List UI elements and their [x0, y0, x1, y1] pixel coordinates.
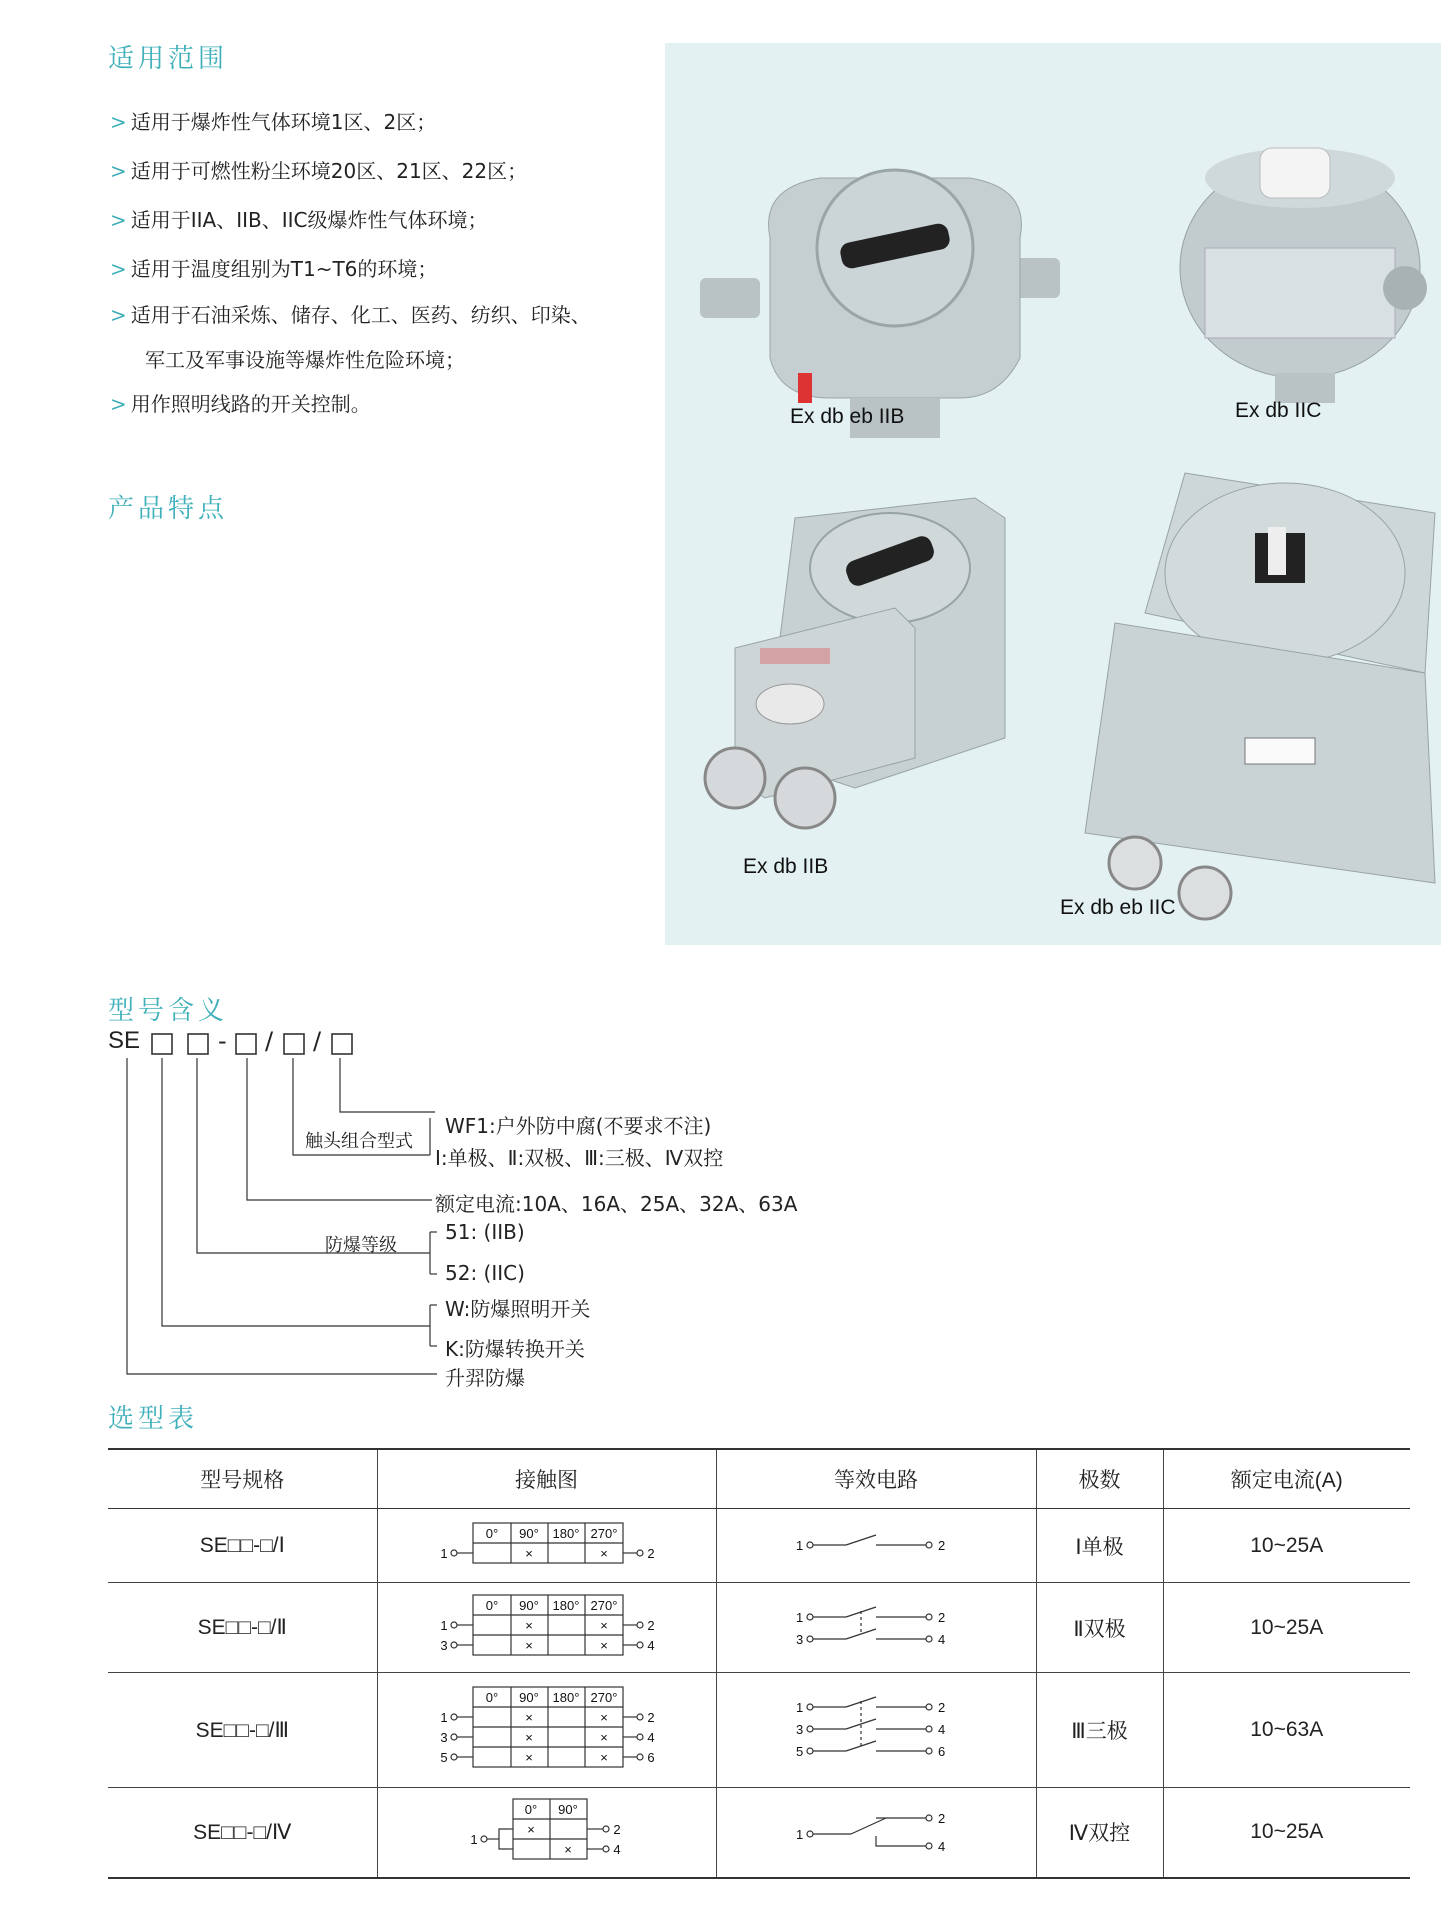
svg-text:×: × — [524, 1545, 533, 1561]
table-header-row — [108, 1449, 1410, 1509]
svg-text:3: 3 — [796, 1631, 804, 1647]
scope-item: > 用作照明线路的开关控制。 — [110, 392, 371, 416]
row-model: SE□□-□/Ⅲ — [108, 1673, 377, 1788]
svg-text:4: 4 — [938, 1722, 946, 1737]
svg-text:×: × — [524, 1750, 533, 1765]
row-model: SE□□-□/Ⅱ — [108, 1583, 377, 1673]
scope-title: 适用范围 — [108, 44, 229, 74]
svg-text:×: × — [524, 1710, 533, 1725]
table-row — [108, 1509, 1410, 1583]
svg-text:×: × — [599, 1617, 608, 1633]
svg-text:5: 5 — [439, 1750, 448, 1765]
label-brand: 升羿防爆 — [445, 1366, 525, 1390]
row-poles: Ⅳ双控 — [1036, 1788, 1163, 1878]
label-ex-level: 防爆等级 — [325, 1235, 397, 1256]
svg-text:3: 3 — [439, 1637, 448, 1653]
scope-item: > 适用于石油采炼、储存、化工、医药、纺织、印染、 — [110, 303, 591, 327]
svg-text:1: 1 — [439, 1710, 448, 1725]
equivalent-circuit — [716, 1788, 1036, 1878]
row-model: SE□□-□/Ⅳ — [108, 1788, 377, 1878]
svg-text:0°: 0° — [485, 1597, 498, 1613]
svg-text:0°: 0° — [485, 1525, 498, 1541]
svg-text:2: 2 — [938, 1537, 946, 1553]
svg-text:2: 2 — [938, 1700, 946, 1715]
contact-diagram — [377, 1509, 716, 1583]
svg-text:1: 1 — [469, 1832, 478, 1848]
svg-text:2: 2 — [646, 1545, 655, 1561]
svg-text:5: 5 — [796, 1744, 804, 1759]
scope-item: > 适用于IIA、IIB、IIC级爆炸性气体环境； — [110, 208, 488, 232]
svg-text:90°: 90° — [518, 1690, 539, 1705]
col-circuit: 等效电路 — [716, 1449, 1036, 1509]
equivalent-circuit — [716, 1583, 1036, 1673]
svg-text:2: 2 — [646, 1617, 655, 1633]
row-model: SE□□-□/Ⅰ — [108, 1509, 377, 1583]
svg-text:180°: 180° — [552, 1597, 579, 1613]
row-current: 10~25A — [1163, 1509, 1410, 1583]
equivalent-circuit — [716, 1509, 1036, 1583]
svg-text:6: 6 — [938, 1744, 946, 1759]
svg-text:180°: 180° — [552, 1690, 579, 1705]
svg-text:2: 2 — [646, 1710, 655, 1725]
svg-text:1: 1 — [796, 1537, 804, 1553]
svg-text:4: 4 — [646, 1637, 655, 1653]
col-poles: 极数 — [1036, 1449, 1163, 1509]
svg-text:×: × — [599, 1545, 608, 1561]
svg-text:×: × — [524, 1730, 533, 1745]
table-row — [108, 1788, 1410, 1878]
label-ex52: 52: (IIC) — [445, 1261, 525, 1285]
svg-text:270°: 270° — [590, 1597, 617, 1613]
label-contact-type: 触头组合型式 — [305, 1131, 413, 1152]
scope-item: > 适用于可燃性粉尘环境20区、21区、22区； — [110, 159, 528, 183]
svg-text:1: 1 — [439, 1617, 448, 1633]
label-poles: Ⅰ:单极、Ⅱ:双极、Ⅲ:三极、Ⅳ双控 — [435, 1146, 724, 1170]
row-poles: Ⅲ三极 — [1036, 1673, 1163, 1788]
svg-text:×: × — [599, 1730, 608, 1745]
photo-caption: Ex db eb IIB — [790, 405, 905, 428]
svg-text:×: × — [599, 1710, 608, 1725]
row-poles: Ⅰ单极 — [1036, 1509, 1163, 1583]
svg-text:270°: 270° — [590, 1525, 617, 1541]
row-poles: Ⅱ双极 — [1036, 1583, 1163, 1673]
svg-text:6: 6 — [646, 1750, 655, 1765]
photo-caption: Ex db IIC — [1235, 399, 1322, 422]
label-current: 额定电流:10A、16A、25A、32A、63A — [435, 1192, 798, 1216]
model-title: 型号含义 — [108, 996, 229, 1026]
svg-text:×: × — [526, 1822, 535, 1838]
svg-text:2: 2 — [938, 1811, 946, 1827]
svg-text:0°: 0° — [524, 1802, 537, 1818]
svg-text:1: 1 — [796, 1700, 804, 1715]
svg-text:×: × — [563, 1842, 572, 1858]
svg-text:×: × — [524, 1617, 533, 1633]
col-model: 型号规格 — [108, 1449, 377, 1509]
contact-diagram — [377, 1583, 716, 1673]
photo-caption: Ex db IIB — [743, 855, 829, 878]
svg-text:×: × — [599, 1750, 608, 1765]
svg-text:90°: 90° — [518, 1597, 539, 1613]
contact-diagram — [377, 1788, 716, 1878]
row-current: 10~63A — [1163, 1673, 1410, 1788]
svg-text:90°: 90° — [518, 1525, 539, 1541]
svg-text:1: 1 — [439, 1545, 448, 1561]
label-wf1: WF1:户外防中腐(不要求不注) — [445, 1114, 712, 1138]
scope-item-cont: 军工及军事设施等爆炸性危险环境； — [145, 348, 465, 372]
contact-diagram — [377, 1673, 716, 1788]
equivalent-circuit — [716, 1673, 1036, 1788]
col-current: 额定电流(A) — [1163, 1449, 1410, 1509]
svg-text:4: 4 — [646, 1730, 655, 1745]
svg-text:1: 1 — [796, 1827, 804, 1843]
label-w: W:防爆照明开关 — [445, 1297, 591, 1321]
svg-text:1: 1 — [796, 1609, 804, 1625]
label-ex51: 51: (IIB) — [445, 1220, 525, 1244]
photo-caption: Ex db eb IIC — [1060, 896, 1176, 919]
col-contact: 接触图 — [377, 1449, 716, 1509]
scope-item: > 适用于温度组别为T1~T6的环境； — [110, 257, 438, 281]
svg-text:×: × — [524, 1637, 533, 1653]
svg-text:3: 3 — [796, 1722, 804, 1737]
table-row — [108, 1583, 1410, 1673]
model-code-prefix: SE — [108, 1027, 141, 1054]
svg-text:4: 4 — [938, 1631, 946, 1647]
features-title: 产品特点 — [108, 494, 229, 524]
svg-text:90°: 90° — [557, 1802, 578, 1818]
selection-table — [108, 1448, 1410, 1879]
table-row — [108, 1673, 1410, 1788]
svg-text:4: 4 — [612, 1842, 621, 1858]
row-current: 10~25A — [1163, 1788, 1410, 1878]
svg-text:270°: 270° — [590, 1690, 617, 1705]
svg-text:×: × — [599, 1637, 608, 1653]
svg-text:2: 2 — [612, 1822, 621, 1838]
svg-text:0°: 0° — [485, 1690, 498, 1705]
row-current: 10~25A — [1163, 1583, 1410, 1673]
svg-text:2: 2 — [938, 1609, 946, 1625]
svg-text:3: 3 — [439, 1730, 448, 1745]
svg-text:4: 4 — [938, 1839, 946, 1855]
selection-title: 选型表 — [108, 1404, 199, 1434]
svg-text:180°: 180° — [552, 1525, 579, 1541]
scope-item: > 适用于爆炸性气体环境1区、2区； — [110, 110, 437, 134]
label-k: K:防爆转换开关 — [445, 1337, 585, 1361]
